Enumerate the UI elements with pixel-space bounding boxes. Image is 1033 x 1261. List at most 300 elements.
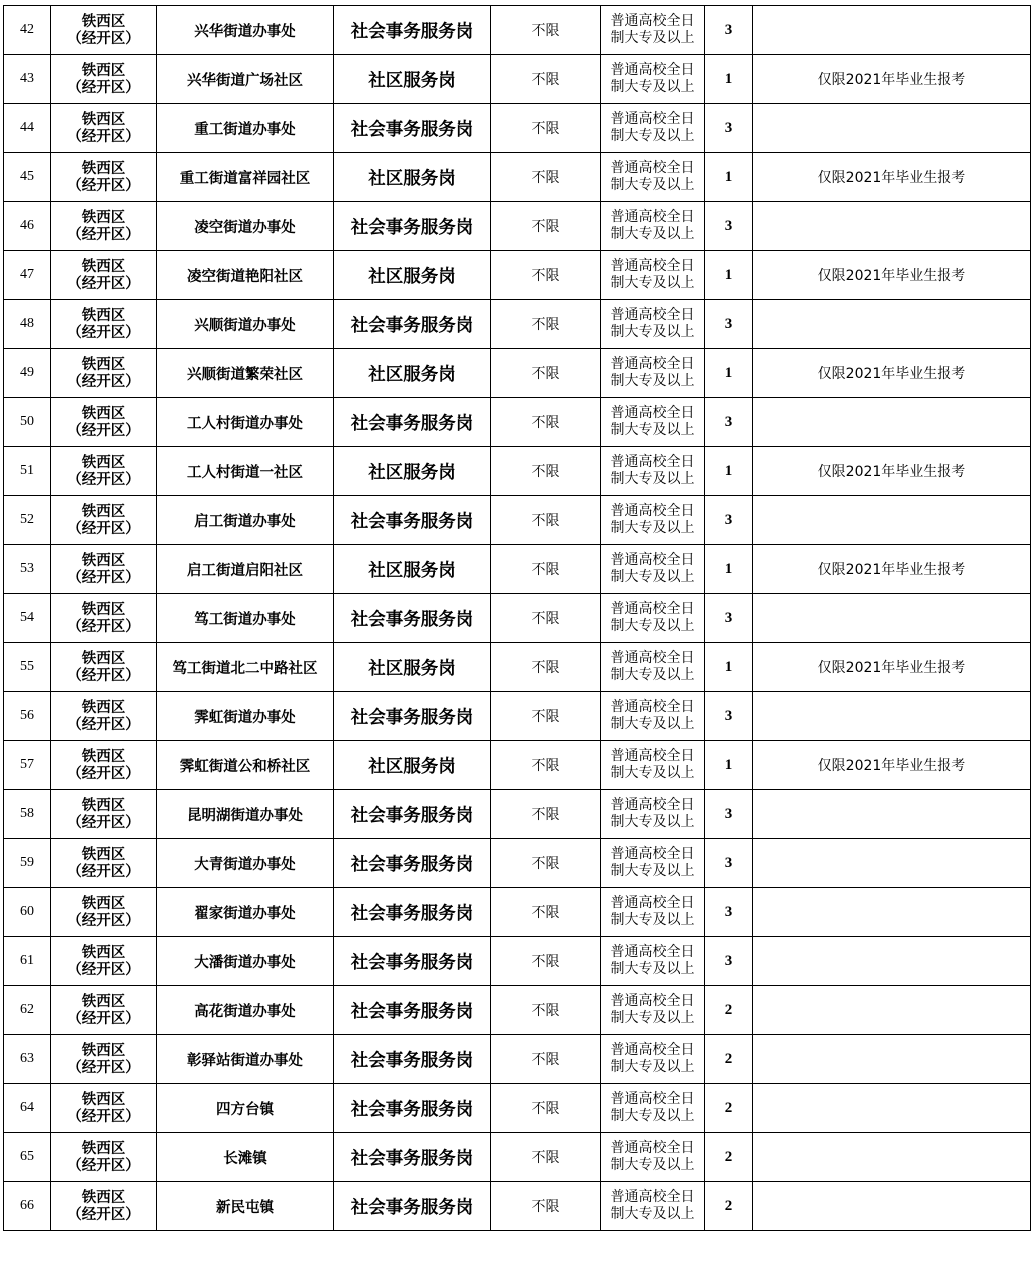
education-cell-line: 普通高校全日 <box>610 307 695 323</box>
unit-cell: 长滩镇 <box>157 1133 334 1182</box>
seq-cell: 48 <box>4 300 51 349</box>
education-cell-line: 普通高校全日 <box>610 797 695 813</box>
education-cell-line: 制大专及以上 <box>610 324 695 340</box>
education-cell <box>601 251 705 300</box>
seq-cell: 57 <box>4 741 51 790</box>
count-cell: 2 <box>705 1084 753 1133</box>
unit-cell: 兴华街道广场社区 <box>157 55 334 104</box>
education-cell <box>601 1035 705 1084</box>
seq-cell: 44 <box>4 104 51 153</box>
count-cell: 2 <box>705 1133 753 1182</box>
major-cell: 不限 <box>491 594 601 643</box>
table-row <box>4 839 1031 888</box>
seq-cell: 52 <box>4 496 51 545</box>
count-cell: 3 <box>705 888 753 937</box>
district-cell <box>51 496 157 545</box>
district-cell-line: （经开区） <box>67 128 140 145</box>
seq-cell: 58 <box>4 790 51 839</box>
district-cell <box>51 986 157 1035</box>
count-cell: 2 <box>705 1182 753 1231</box>
district-cell-line: 铁西区 <box>81 209 126 226</box>
district-cell <box>51 398 157 447</box>
district-cell-line: 铁西区 <box>81 1140 126 1157</box>
count-cell: 1 <box>705 349 753 398</box>
count-cell: 1 <box>705 251 753 300</box>
table-row <box>4 496 1031 545</box>
seq-cell: 60 <box>4 888 51 937</box>
district-cell-line: （经开区） <box>67 520 140 537</box>
unit-cell: 兴顺街道繁荣社区 <box>157 349 334 398</box>
education-cell-line: 制大专及以上 <box>610 520 695 536</box>
education-cell-line: 制大专及以上 <box>610 471 695 487</box>
district-cell-line: 铁西区 <box>81 650 126 667</box>
post-cell: 社会事务服务岗 <box>334 594 491 643</box>
district-cell <box>51 1084 157 1133</box>
education-cell-line: 制大专及以上 <box>610 275 695 291</box>
district-cell-line: 铁西区 <box>81 356 126 373</box>
district-cell-line: 铁西区 <box>81 258 126 275</box>
unit-cell: 重工街道富祥园社区 <box>157 153 334 202</box>
district-cell-line: （经开区） <box>67 422 140 439</box>
education-cell-line: 制大专及以上 <box>610 765 695 781</box>
education-cell-line: 制大专及以上 <box>610 569 695 585</box>
education-cell <box>601 790 705 839</box>
post-cell: 社区服务岗 <box>334 643 491 692</box>
table-row <box>4 790 1031 839</box>
note-cell <box>753 692 1031 741</box>
education-cell <box>601 398 705 447</box>
post-cell: 社区服务岗 <box>334 55 491 104</box>
table-row <box>4 888 1031 937</box>
education-cell-line: 普通高校全日 <box>610 552 695 568</box>
district-cell-line: （经开区） <box>67 814 140 831</box>
education-cell-line: 制大专及以上 <box>610 1059 695 1075</box>
note-cell: 仅限2021年毕业生报考 <box>753 55 1031 104</box>
note-cell: 仅限2021年毕业生报考 <box>753 349 1031 398</box>
education-cell <box>601 986 705 1035</box>
seq-cell: 63 <box>4 1035 51 1084</box>
education-cell-line: 普通高校全日 <box>610 13 695 29</box>
district-cell-line: 铁西区 <box>81 454 126 471</box>
seq-cell: 50 <box>4 398 51 447</box>
note-cell <box>753 1133 1031 1182</box>
post-cell: 社区服务岗 <box>334 349 491 398</box>
district-cell <box>51 643 157 692</box>
count-cell: 3 <box>705 692 753 741</box>
major-cell: 不限 <box>491 1182 601 1231</box>
table-row <box>4 692 1031 741</box>
education-cell <box>601 1182 705 1231</box>
education-cell <box>601 447 705 496</box>
district-cell <box>51 545 157 594</box>
education-cell-line: 制大专及以上 <box>610 667 695 683</box>
table-row <box>4 1084 1031 1133</box>
district-cell-line: 铁西区 <box>81 699 126 716</box>
post-cell: 社区服务岗 <box>334 447 491 496</box>
count-cell: 1 <box>705 55 753 104</box>
count-cell: 3 <box>705 300 753 349</box>
education-cell-line: 普通高校全日 <box>610 503 695 519</box>
education-cell-line: 制大专及以上 <box>610 1010 695 1026</box>
district-cell <box>51 202 157 251</box>
unit-cell: 新民屯镇 <box>157 1182 334 1231</box>
district-cell-line: 铁西区 <box>81 503 126 520</box>
district-cell <box>51 594 157 643</box>
education-cell-line: 制大专及以上 <box>610 1157 695 1173</box>
education-cell-line: 普通高校全日 <box>610 601 695 617</box>
major-cell: 不限 <box>491 398 601 447</box>
education-cell-line: 普通高校全日 <box>610 454 695 470</box>
education-cell-line: 制大专及以上 <box>610 1206 695 1222</box>
district-cell-line: 铁西区 <box>81 13 126 30</box>
seq-cell: 43 <box>4 55 51 104</box>
district-cell-line: （经开区） <box>67 765 140 782</box>
unit-cell: 启工街道办事处 <box>157 496 334 545</box>
note-cell: 仅限2021年毕业生报考 <box>753 741 1031 790</box>
post-cell: 社会事务服务岗 <box>334 1084 491 1133</box>
count-cell: 3 <box>705 594 753 643</box>
major-cell: 不限 <box>491 1133 601 1182</box>
district-cell-line: （经开区） <box>67 177 140 194</box>
district-cell-line: （经开区） <box>67 1157 140 1174</box>
post-cell: 社会事务服务岗 <box>334 1035 491 1084</box>
unit-cell: 启工街道启阳社区 <box>157 545 334 594</box>
education-cell <box>601 1133 705 1182</box>
seq-cell: 64 <box>4 1084 51 1133</box>
district-cell <box>51 790 157 839</box>
seq-cell: 51 <box>4 447 51 496</box>
note-cell: 仅限2021年毕业生报考 <box>753 545 1031 594</box>
unit-cell: 大青街道办事处 <box>157 839 334 888</box>
seq-cell: 49 <box>4 349 51 398</box>
district-cell-line: （经开区） <box>67 1108 140 1125</box>
table-row <box>4 594 1031 643</box>
education-cell <box>601 104 705 153</box>
unit-cell: 笃工街道北二中路社区 <box>157 643 334 692</box>
district-cell-line: （经开区） <box>67 569 140 586</box>
table-row <box>4 447 1031 496</box>
major-cell: 不限 <box>491 986 601 1035</box>
table-row <box>4 349 1031 398</box>
major-cell: 不限 <box>491 447 601 496</box>
seq-cell: 61 <box>4 937 51 986</box>
education-cell-line: 制大专及以上 <box>610 961 695 977</box>
district-cell-line: （经开区） <box>67 716 140 733</box>
table-row <box>4 251 1031 300</box>
district-cell-line: （经开区） <box>67 226 140 243</box>
seq-cell: 66 <box>4 1182 51 1231</box>
note-cell <box>753 496 1031 545</box>
district-cell <box>51 839 157 888</box>
education-cell <box>601 6 705 55</box>
district-cell-line: 铁西区 <box>81 797 126 814</box>
education-cell-line: 普通高校全日 <box>610 258 695 274</box>
count-cell: 3 <box>705 202 753 251</box>
education-cell-line: 普通高校全日 <box>610 650 695 666</box>
education-cell-line: 制大专及以上 <box>610 79 695 95</box>
education-cell-line: 制大专及以上 <box>610 618 695 634</box>
district-cell-line: 铁西区 <box>81 895 126 912</box>
education-cell-line: 普通高校全日 <box>610 846 695 862</box>
unit-cell: 霁虹街道公和桥社区 <box>157 741 334 790</box>
post-cell: 社会事务服务岗 <box>334 6 491 55</box>
education-cell-line: 制大专及以上 <box>610 716 695 732</box>
education-cell-line: 普通高校全日 <box>610 405 695 421</box>
district-cell-line: （经开区） <box>67 30 140 47</box>
unit-cell: 霁虹街道办事处 <box>157 692 334 741</box>
seq-cell: 59 <box>4 839 51 888</box>
education-cell-line: 制大专及以上 <box>610 422 695 438</box>
district-cell-line: 铁西区 <box>81 111 126 128</box>
post-cell: 社区服务岗 <box>334 545 491 594</box>
post-cell: 社会事务服务岗 <box>334 1133 491 1182</box>
district-cell-line: 铁西区 <box>81 1091 126 1108</box>
note-cell: 仅限2021年毕业生报考 <box>753 643 1031 692</box>
district-cell <box>51 1035 157 1084</box>
note-cell <box>753 1035 1031 1084</box>
major-cell: 不限 <box>491 1084 601 1133</box>
district-cell-line: （经开区） <box>67 912 140 929</box>
table-row <box>4 545 1031 594</box>
count-cell: 1 <box>705 153 753 202</box>
post-cell: 社会事务服务岗 <box>334 692 491 741</box>
district-cell <box>51 447 157 496</box>
note-cell <box>753 6 1031 55</box>
table-row <box>4 202 1031 251</box>
education-cell-line: 制大专及以上 <box>610 128 695 144</box>
table-row <box>4 6 1031 55</box>
district-cell-line: 铁西区 <box>81 552 126 569</box>
table-row <box>4 643 1031 692</box>
unit-cell: 凌空街道办事处 <box>157 202 334 251</box>
note-cell <box>753 594 1031 643</box>
education-cell <box>601 153 705 202</box>
major-cell: 不限 <box>491 692 601 741</box>
education-cell-line: 制大专及以上 <box>610 373 695 389</box>
major-cell: 不限 <box>491 888 601 937</box>
district-cell-line: 铁西区 <box>81 307 126 324</box>
education-cell <box>601 692 705 741</box>
education-cell-line: 制大专及以上 <box>610 1108 695 1124</box>
seq-cell: 54 <box>4 594 51 643</box>
major-cell: 不限 <box>491 643 601 692</box>
seq-cell: 42 <box>4 6 51 55</box>
district-cell <box>51 153 157 202</box>
count-cell: 2 <box>705 986 753 1035</box>
education-cell-line: 普通高校全日 <box>610 699 695 715</box>
post-cell: 社区服务岗 <box>334 153 491 202</box>
district-cell <box>51 1182 157 1231</box>
table-row <box>4 1035 1031 1084</box>
district-cell-line: 铁西区 <box>81 601 126 618</box>
major-cell: 不限 <box>491 202 601 251</box>
major-cell: 不限 <box>491 741 601 790</box>
seq-cell: 47 <box>4 251 51 300</box>
unit-cell: 大潘街道办事处 <box>157 937 334 986</box>
post-cell: 社会事务服务岗 <box>334 496 491 545</box>
district-cell-line: 铁西区 <box>81 405 126 422</box>
education-cell-line: 制大专及以上 <box>610 912 695 928</box>
note-cell: 仅限2021年毕业生报考 <box>753 251 1031 300</box>
education-cell <box>601 202 705 251</box>
district-cell <box>51 937 157 986</box>
district-cell-line: 铁西区 <box>81 846 126 863</box>
district-cell-line: （经开区） <box>67 275 140 292</box>
education-cell-line: 制大专及以上 <box>610 814 695 830</box>
count-cell: 2 <box>705 1035 753 1084</box>
note-cell <box>753 790 1031 839</box>
education-cell-line: 普通高校全日 <box>610 748 695 764</box>
district-cell <box>51 300 157 349</box>
education-cell <box>601 349 705 398</box>
note-cell <box>753 398 1031 447</box>
count-cell: 3 <box>705 6 753 55</box>
district-cell <box>51 6 157 55</box>
district-cell-line: 铁西区 <box>81 1189 126 1206</box>
education-cell-line: 普通高校全日 <box>610 944 695 960</box>
major-cell: 不限 <box>491 790 601 839</box>
post-cell: 社会事务服务岗 <box>334 300 491 349</box>
count-cell: 1 <box>705 643 753 692</box>
education-cell-line: 普通高校全日 <box>610 1189 695 1205</box>
unit-cell: 兴顺街道办事处 <box>157 300 334 349</box>
district-cell <box>51 251 157 300</box>
education-cell-line: 普通高校全日 <box>610 1091 695 1107</box>
education-cell-line: 制大专及以上 <box>610 177 695 193</box>
education-cell-line: 普通高校全日 <box>610 160 695 176</box>
post-cell: 社会事务服务岗 <box>334 104 491 153</box>
district-cell <box>51 349 157 398</box>
table-row <box>4 104 1031 153</box>
education-cell <box>601 1084 705 1133</box>
note-cell: 仅限2021年毕业生报考 <box>753 447 1031 496</box>
education-cell-line: 普通高校全日 <box>610 209 695 225</box>
district-cell-line: （经开区） <box>67 79 140 96</box>
note-cell <box>753 300 1031 349</box>
note-cell <box>753 986 1031 1035</box>
unit-cell: 凌空街道艳阳社区 <box>157 251 334 300</box>
note-cell <box>753 888 1031 937</box>
post-cell: 社会事务服务岗 <box>334 839 491 888</box>
note-cell: 仅限2021年毕业生报考 <box>753 153 1031 202</box>
post-cell: 社会事务服务岗 <box>334 888 491 937</box>
post-cell: 社会事务服务岗 <box>334 790 491 839</box>
note-cell <box>753 839 1031 888</box>
post-cell: 社会事务服务岗 <box>334 1182 491 1231</box>
education-cell <box>601 300 705 349</box>
major-cell: 不限 <box>491 153 601 202</box>
seq-cell: 55 <box>4 643 51 692</box>
education-cell-line: 普通高校全日 <box>610 62 695 78</box>
table-row <box>4 986 1031 1035</box>
seq-cell: 45 <box>4 153 51 202</box>
count-cell: 1 <box>705 447 753 496</box>
count-cell: 3 <box>705 839 753 888</box>
education-cell <box>601 741 705 790</box>
note-cell <box>753 1084 1031 1133</box>
post-cell: 社会事务服务岗 <box>334 986 491 1035</box>
unit-cell: 工人村街道一社区 <box>157 447 334 496</box>
district-cell-line: （经开区） <box>67 618 140 635</box>
district-cell <box>51 55 157 104</box>
district-cell-line: 铁西区 <box>81 62 126 79</box>
district-cell <box>51 741 157 790</box>
district-cell-line: （经开区） <box>67 1206 140 1223</box>
unit-cell: 高花街道办事处 <box>157 986 334 1035</box>
district-cell-line: （经开区） <box>67 667 140 684</box>
count-cell: 3 <box>705 496 753 545</box>
table-row <box>4 937 1031 986</box>
district-cell-line: （经开区） <box>67 324 140 341</box>
education-cell <box>601 594 705 643</box>
education-cell-line: 普通高校全日 <box>610 993 695 1009</box>
education-cell <box>601 643 705 692</box>
district-cell-line: （经开区） <box>67 1059 140 1076</box>
table-body <box>4 6 1031 1231</box>
table-row <box>4 1133 1031 1182</box>
table-row <box>4 55 1031 104</box>
district-cell-line: （经开区） <box>67 863 140 880</box>
district-cell-line: 铁西区 <box>81 1042 126 1059</box>
unit-cell: 重工街道办事处 <box>157 104 334 153</box>
unit-cell: 工人村街道办事处 <box>157 398 334 447</box>
major-cell: 不限 <box>491 104 601 153</box>
seq-cell: 53 <box>4 545 51 594</box>
education-cell <box>601 545 705 594</box>
major-cell: 不限 <box>491 251 601 300</box>
seq-cell: 46 <box>4 202 51 251</box>
education-cell <box>601 839 705 888</box>
count-cell: 3 <box>705 790 753 839</box>
count-cell: 1 <box>705 545 753 594</box>
major-cell: 不限 <box>491 496 601 545</box>
major-cell: 不限 <box>491 1035 601 1084</box>
major-cell: 不限 <box>491 937 601 986</box>
district-cell-line: 铁西区 <box>81 993 126 1010</box>
district-cell-line: （经开区） <box>67 1010 140 1027</box>
count-cell: 3 <box>705 398 753 447</box>
post-cell: 社会事务服务岗 <box>334 398 491 447</box>
post-cell: 社区服务岗 <box>334 741 491 790</box>
major-cell: 不限 <box>491 349 601 398</box>
education-cell-line: 普通高校全日 <box>610 111 695 127</box>
major-cell: 不限 <box>491 839 601 888</box>
education-cell-line: 制大专及以上 <box>610 863 695 879</box>
education-cell <box>601 496 705 545</box>
major-cell: 不限 <box>491 545 601 594</box>
district-cell <box>51 692 157 741</box>
district-cell-line: （经开区） <box>67 961 140 978</box>
table-row <box>4 398 1031 447</box>
note-cell <box>753 1182 1031 1231</box>
seq-cell: 56 <box>4 692 51 741</box>
education-cell-line: 制大专及以上 <box>610 30 695 46</box>
count-cell: 3 <box>705 937 753 986</box>
education-cell <box>601 937 705 986</box>
unit-cell: 笃工街道办事处 <box>157 594 334 643</box>
post-cell: 社区服务岗 <box>334 251 491 300</box>
table-row <box>4 741 1031 790</box>
major-cell: 不限 <box>491 300 601 349</box>
table-row <box>4 1182 1031 1231</box>
education-cell-line: 制大专及以上 <box>610 226 695 242</box>
unit-cell: 昆明湖街道办事处 <box>157 790 334 839</box>
district-cell <box>51 888 157 937</box>
post-cell: 社会事务服务岗 <box>334 202 491 251</box>
education-cell-line: 普通高校全日 <box>610 895 695 911</box>
district-cell-line: 铁西区 <box>81 944 126 961</box>
seq-cell: 62 <box>4 986 51 1035</box>
